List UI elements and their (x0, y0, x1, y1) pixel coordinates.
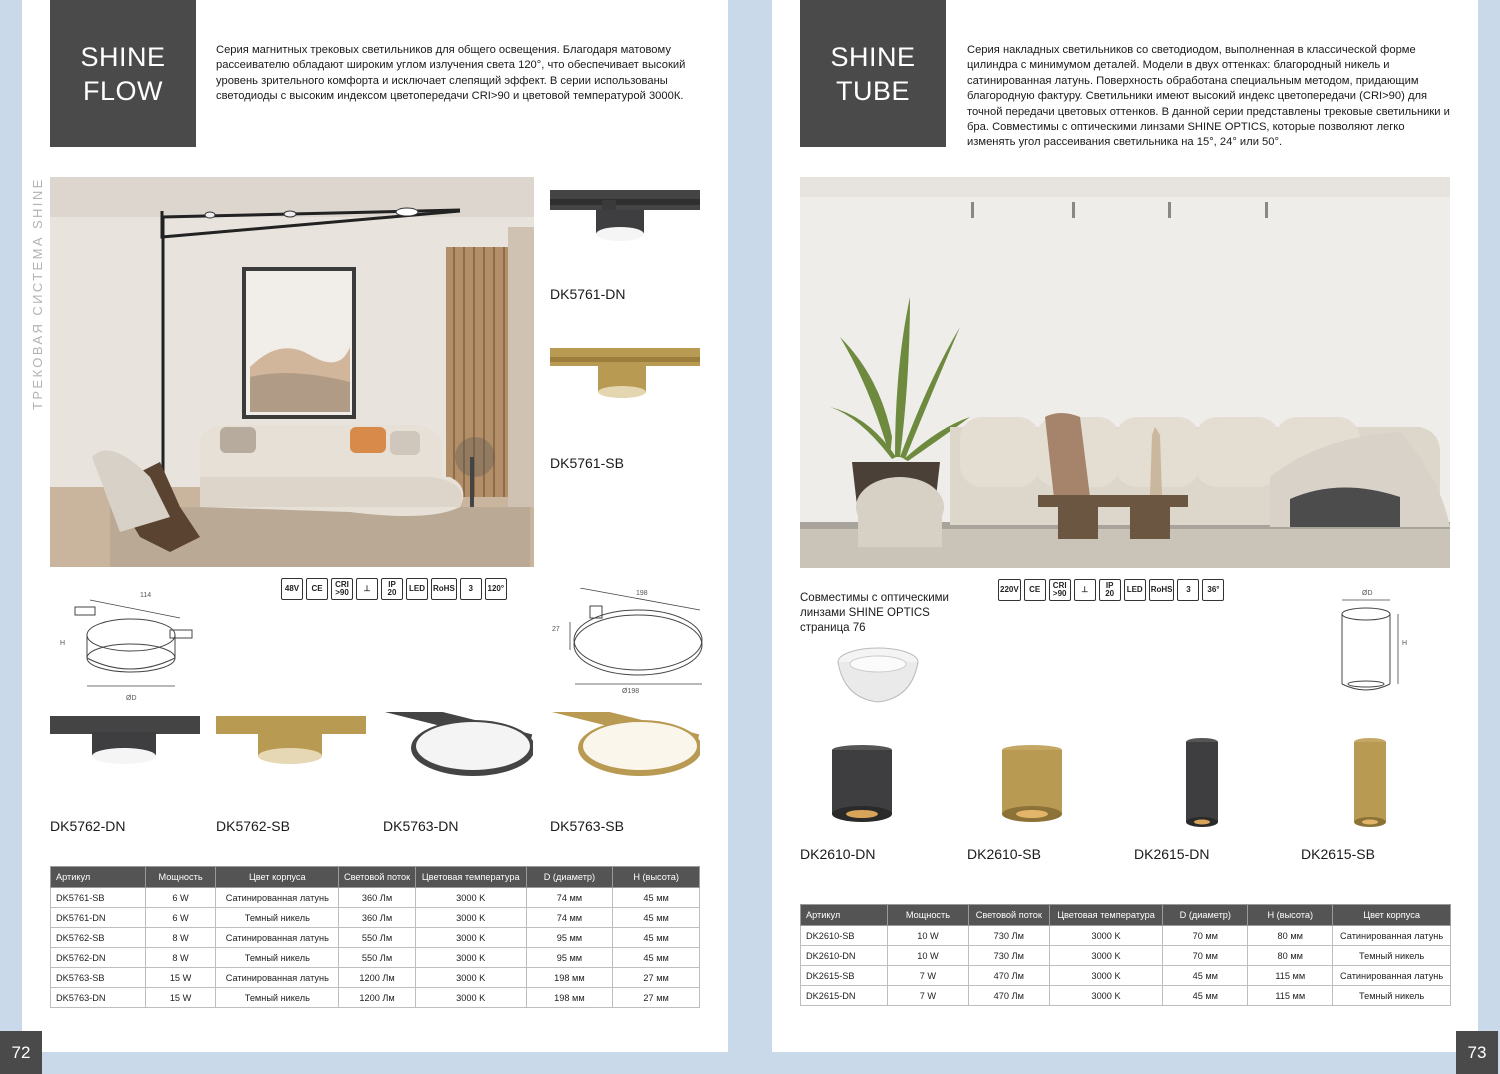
table-cell: DK5763-SB (51, 968, 146, 988)
cri-icon: CRI >90 (331, 578, 353, 600)
dim-height: H (60, 640, 66, 647)
table-cell: 45 мм (1163, 986, 1248, 1006)
table-cell: 45 мм (613, 888, 700, 908)
table-header-row: Артикул Мощность Световой поток Цветовая температура D (диаметр) H (высота) Цвет корпуса (801, 905, 1451, 926)
dim-diameter: ØD (1362, 590, 1373, 597)
table-cell: 70 мм (1163, 926, 1248, 946)
table-cell: 10 W (888, 946, 969, 966)
table-cell: 1200 Лм (339, 968, 416, 988)
voltage-icon: 220V (998, 579, 1021, 601)
table-cell: 8 W (145, 948, 216, 968)
table-cell: 470 Лм (968, 966, 1049, 986)
table-cell: Темный никель (216, 988, 339, 1008)
product-code: DK2610-DN (800, 846, 876, 862)
table-cell: 8 W (145, 928, 216, 948)
catalog-page-left (11, 0, 728, 1062)
table-row (801, 966, 1451, 986)
product-code: DK5763-SB (550, 818, 624, 834)
table-cell: 15 W (145, 988, 216, 1008)
table-cell: 7 W (888, 966, 969, 986)
table-cell: DK2615-DN (801, 986, 888, 1006)
table-row (801, 926, 1451, 946)
cri-icon: CRI >90 (1049, 579, 1071, 601)
table-cell: Сатинированная латунь (1333, 926, 1451, 946)
table-row (51, 928, 700, 948)
table-cell: 74 мм (526, 908, 613, 928)
warranty-icon: 3 (460, 578, 482, 600)
table-cell: 27 мм (613, 968, 700, 988)
table-cell: 3000 K (1049, 966, 1163, 986)
table-cell: 198 мм (526, 968, 613, 988)
product-image-dk5763-dn (383, 712, 533, 782)
table-cell: DK5761-DN (51, 908, 146, 928)
table-cell: Темный никель (1333, 946, 1451, 966)
ip-icon: IP 20 (381, 578, 403, 600)
table-cell: 6 W (145, 888, 216, 908)
series-title-line1: SHINE (80, 41, 166, 72)
table-cell: 198 мм (526, 988, 613, 1008)
dim-diameter: Ø198 (622, 688, 640, 695)
table-cell: 45 мм (613, 908, 700, 928)
table-cell: Сатинированная латунь (1333, 966, 1451, 986)
table-cell: 730 Лм (968, 946, 1049, 966)
table-row (51, 908, 700, 928)
table-cell: 45 мм (613, 948, 700, 968)
table-cell: DK5761-SB (51, 888, 146, 908)
product-code: DK5763-DN (383, 818, 459, 834)
dim-top: 114 (140, 592, 152, 599)
series-title-box (800, 0, 946, 147)
table-cell: 550 Лм (339, 948, 416, 968)
table-cell: 3000 K (415, 928, 526, 948)
rohs-icon: RoHS (431, 578, 457, 600)
table-cell: 3000 K (415, 908, 526, 928)
table-cell: DK5762-SB (51, 928, 146, 948)
product-code: DK5762-DN (50, 818, 126, 834)
product-image-dk5763-sb (550, 712, 700, 782)
table-cell: 27 мм (613, 988, 700, 1008)
dim-diameter: ØD (126, 695, 137, 702)
table-cell: 95 мм (526, 928, 613, 948)
table-cell: Сатинированная латунь (216, 968, 339, 988)
optic-lens-image (832, 642, 922, 708)
table-cell: Сатинированная латунь (216, 888, 339, 908)
table-row (801, 946, 1451, 966)
table-row (51, 888, 700, 908)
spec-icons (281, 578, 507, 600)
table-cell: 3000 K (415, 968, 526, 988)
table-row (801, 986, 1451, 1006)
page-number: 72 (0, 1031, 42, 1074)
table-cell: 45 мм (613, 928, 700, 948)
table-cell: 45 мм (1163, 966, 1248, 986)
product-code: DK2615-SB (1301, 846, 1375, 862)
product-image-dk5761-sb (550, 342, 700, 412)
table-cell: DK5763-DN (51, 988, 146, 1008)
class-icon: ⊥ (356, 578, 378, 600)
dim-top: 198 (636, 590, 648, 597)
table-cell: 115 мм (1248, 986, 1333, 1006)
table-cell: 6 W (145, 908, 216, 928)
product-code: DK2615-DN (1134, 846, 1210, 862)
ce-icon: CE (306, 578, 328, 600)
product-image-dk2610-sb (992, 742, 1072, 830)
table-cell: 3000 K (1049, 986, 1163, 1006)
class-icon: ⊥ (1074, 579, 1096, 601)
spec-table (800, 904, 1451, 1006)
table-cell: 70 мм (1163, 946, 1248, 966)
table-cell: 360 Лм (339, 908, 416, 928)
table-cell: 1200 Лм (339, 988, 416, 1008)
product-code: DK5761-SB (550, 455, 624, 471)
table-cell: Темный никель (216, 908, 339, 928)
table-cell: Сатинированная латунь (216, 928, 339, 948)
dimension-drawing (1328, 588, 1418, 700)
table-cell: 3000 K (415, 988, 526, 1008)
table-row (51, 968, 700, 988)
table-cell: 360 Лм (339, 888, 416, 908)
led-icon: LED (406, 578, 428, 600)
table-row (51, 988, 700, 1008)
table-cell: 3000 K (1049, 926, 1163, 946)
table-cell: 7 W (888, 986, 969, 1006)
catalog-page-right (772, 0, 1487, 1062)
series-title-line2: FLOW (83, 75, 163, 106)
product-image-dk2615-dn (1172, 736, 1232, 830)
dim-height: H (1402, 640, 1408, 647)
spec-icons (998, 579, 1224, 601)
series-title-line2: TUBE (835, 75, 910, 106)
table-cell: 3000 K (1049, 946, 1163, 966)
table-cell: DK2610-SB (801, 926, 888, 946)
table-cell: 80 мм (1248, 926, 1333, 946)
spec-table (50, 866, 700, 1008)
table-cell: 74 мм (526, 888, 613, 908)
voltage-icon: 48V (281, 578, 303, 600)
product-image-dk2610-dn (822, 742, 902, 830)
table-cell: 3000 K (415, 948, 526, 968)
interior-photo (50, 177, 534, 567)
table-cell: 550 Лм (339, 928, 416, 948)
dim-height: 27 (552, 626, 560, 633)
page-number: 73 (1456, 1031, 1498, 1074)
table-cell: Темный никель (1333, 986, 1451, 1006)
side-label: ТРЕКОВАЯ СИСТЕМА SHINE (30, 177, 45, 410)
dimension-drawing-large (550, 588, 710, 700)
warranty-icon: 3 (1177, 579, 1199, 601)
table-cell: 80 мм (1248, 946, 1333, 966)
table-header-row: Артикул Мощность Цвет корпуса Световой поток Цветовая температура D (диаметр) H (высота) (51, 867, 700, 888)
led-icon: LED (1124, 579, 1146, 601)
table-cell: DK5762-DN (51, 948, 146, 968)
product-image-dk5762-dn (50, 712, 200, 782)
table-cell: 15 W (145, 968, 216, 988)
product-code: DK5762-SB (216, 818, 290, 834)
table-cell: 470 Лм (968, 986, 1049, 1006)
table-cell: 10 W (888, 926, 969, 946)
table-row (51, 948, 700, 968)
table-cell: 730 Лм (968, 926, 1049, 946)
beam-angle-icon: 36° (1202, 579, 1224, 601)
table-cell: DK2615-SB (801, 966, 888, 986)
table-cell: 3000 K (415, 888, 526, 908)
table-cell: 115 мм (1248, 966, 1333, 986)
product-image-dk5761-dn (550, 186, 700, 256)
product-code: DK2610-SB (967, 846, 1041, 862)
table-cell: DK2610-DN (801, 946, 888, 966)
ip-icon: IP 20 (1099, 579, 1121, 601)
ce-icon: CE (1024, 579, 1046, 601)
table-cell: Темный никель (216, 948, 339, 968)
beam-angle-icon: 120° (485, 578, 507, 600)
series-description: Серия магнитных трековых светильников для общего освещения. Благодаря матовому рассеивателю обладают широким углом излучения света 120°, что обеспечивает высокий уровень зрительного комфорта и исключает слепящий эффект. В серии использованы светодиоды с высоким индексом цветопередачи CRI>90 и цветовой температурой 3000К. (216, 44, 686, 103)
rohs-icon: RoHS (1149, 579, 1175, 601)
optics-note: Совместимы с оптическими линзами SHINE OPTICS страница 76 (800, 592, 949, 634)
series-title-box (50, 0, 196, 147)
product-image-dk5762-sb (216, 712, 366, 782)
product-code: DK5761-DN (550, 286, 626, 302)
series-title-line1: SHINE (830, 41, 916, 72)
interior-photo (800, 177, 1450, 568)
table-cell: 95 мм (526, 948, 613, 968)
series-description: Серия накладных светильников со светодиодом, выполненная в классической форме цилиндра с минимумом деталей. Модели в двух оттенках: благородный никель и сатинированная латунь. Поверхность обработана специальным методом, придающим благородную фактуру. Светильники имеют высокий индекс цветопередачи (CRI>90) для точной передачи цветовых оттенков. В данной серии представлены трековые светильники и бра. Совместимы с оптическими линзами SHINE OPTICS, которые позволяют легко изменять угол рассеивания светильника на 15°, 24° или 50°. (967, 44, 1450, 149)
dimension-drawing-small (60, 590, 210, 710)
product-image-dk2615-sb (1340, 736, 1400, 830)
